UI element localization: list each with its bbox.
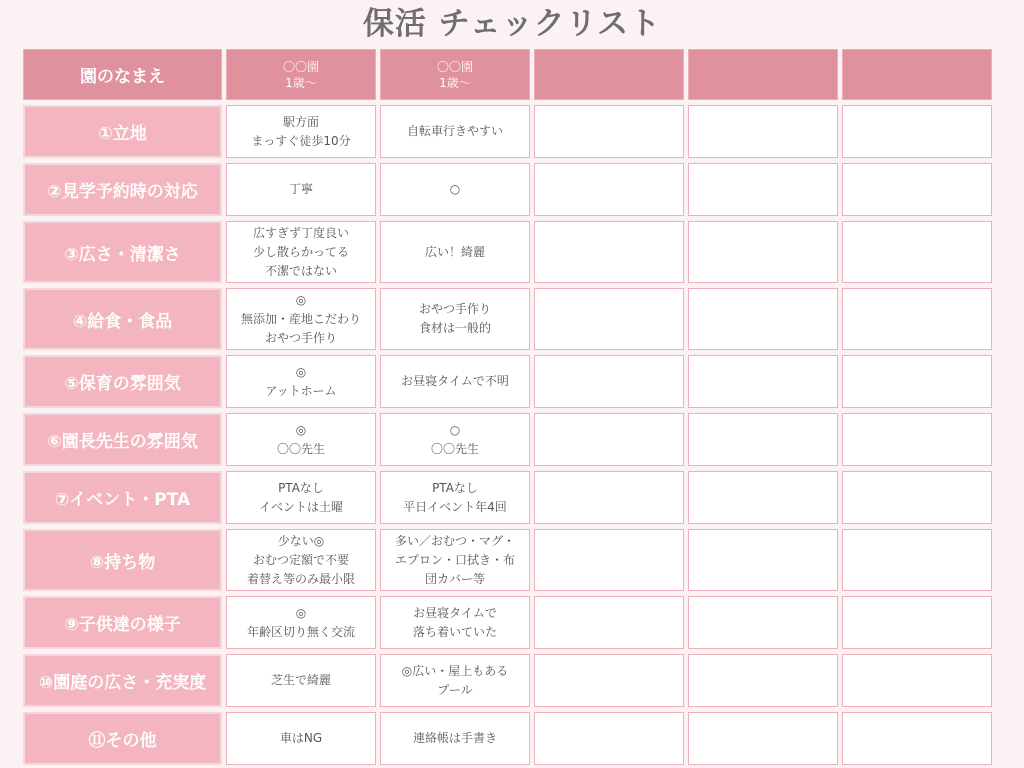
header-column-5 bbox=[842, 49, 992, 100]
row-label-6: ⑥園長先生の雰囲気 bbox=[23, 413, 222, 466]
row-label-8: ⑧持ち物 bbox=[23, 529, 222, 591]
row-label-5: ⑤保育の雰囲気 bbox=[23, 355, 222, 408]
header-column-3 bbox=[534, 49, 684, 100]
table-cell-r6-c5 bbox=[842, 413, 992, 466]
table-cell-r1-c5 bbox=[842, 105, 992, 158]
table-cell-r9-c3 bbox=[534, 596, 684, 649]
table-cell-r10-c3 bbox=[534, 654, 684, 707]
header-column-1 bbox=[226, 49, 376, 100]
row-label-4: ④給食・食品 bbox=[23, 288, 222, 350]
table-cell-r9-c1: ◎ 年齢区切り無く交流 bbox=[226, 596, 376, 649]
table-cell-r8-c5 bbox=[842, 529, 992, 591]
table-cell-r7-c1: PTAなし イベントは土曜 bbox=[226, 471, 376, 524]
row-label-9: ⑨子供達の様子 bbox=[23, 596, 222, 649]
page-title: 保活 チェックリスト bbox=[362, 6, 662, 42]
table-cell-r7-c4 bbox=[688, 471, 838, 524]
table-cell-r4-c3 bbox=[534, 288, 684, 350]
table-cell-r3-c4 bbox=[688, 221, 838, 283]
row-label-2: ②見学予約時の対応 bbox=[23, 163, 222, 216]
table-cell-r5-c2: お昼寝タイムで不明 bbox=[380, 355, 530, 408]
table-cell-r11-c4 bbox=[688, 712, 838, 765]
header-column-sub: 1歳〜 bbox=[285, 75, 317, 90]
table-cell-r11-c5 bbox=[842, 712, 992, 765]
table-cell-r2-c1: 丁寧 bbox=[226, 163, 376, 216]
table-cell-r7-c3 bbox=[534, 471, 684, 524]
table-cell-r8-c2: 多い／おむつ・マグ・ エプロン・口拭き・布 団カバー等 bbox=[380, 529, 530, 591]
table-cell-r1-c2: 自転車行きやすい bbox=[380, 105, 530, 158]
table-cell-r1-c3 bbox=[534, 105, 684, 158]
table-cell-r9-c4 bbox=[688, 596, 838, 649]
table-cell-r5-c3 bbox=[534, 355, 684, 408]
table-cell-r2-c5 bbox=[842, 163, 992, 216]
table-cell-r4-c1: ◎ 無添加・産地こだわり おやつ手作り bbox=[226, 288, 376, 350]
table-cell-r6-c4 bbox=[688, 413, 838, 466]
row-label-3: ③広さ・清潔さ bbox=[23, 221, 222, 283]
table-cell-r3-c3 bbox=[534, 221, 684, 283]
table-cell-r7-c2: PTAなし 平日イベント年4回 bbox=[380, 471, 530, 524]
table-cell-r3-c2: 広い！綺麗 bbox=[380, 221, 530, 283]
checklist-table bbox=[23, 49, 993, 765]
table-cell-r8-c4 bbox=[688, 529, 838, 591]
header-corner-label: 園のなまえ bbox=[23, 49, 222, 100]
table-cell-r6-c1: ◎ 〇〇先生 bbox=[226, 413, 376, 466]
table-cell-r8-c1: 少ない◎ おむつ定額で不要 着替え等のみ最小限 bbox=[226, 529, 376, 591]
table-cell-r4-c4 bbox=[688, 288, 838, 350]
table-cell-r5-c1: ◎ アットホーム bbox=[226, 355, 376, 408]
table-cell-r3-c5 bbox=[842, 221, 992, 283]
table-cell-r3-c1: 広すぎず丁度良い 少し散らかってる 不潔ではない bbox=[226, 221, 376, 283]
table-cell-r2-c2: ○ bbox=[380, 163, 530, 216]
table-cell-r2-c4 bbox=[688, 163, 838, 216]
header-column-name: 〇〇園 bbox=[436, 59, 473, 74]
table-cell-r10-c2: ◎広い・屋上もある プール bbox=[380, 654, 530, 707]
row-label-10: ⑩園庭の広さ・充実度 bbox=[23, 654, 222, 707]
header-column-4 bbox=[688, 49, 838, 100]
table-cell-r7-c5 bbox=[842, 471, 992, 524]
table-cell-r11-c3 bbox=[534, 712, 684, 765]
table-cell-r1-c4 bbox=[688, 105, 838, 158]
table-cell-r10-c5 bbox=[842, 654, 992, 707]
header-column-sub: 1歳〜 bbox=[439, 75, 471, 90]
table-cell-r9-c2: お昼寝タイムで 落ち着いていた bbox=[380, 596, 530, 649]
row-label-1: ①立地 bbox=[23, 105, 222, 158]
table-cell-r5-c5 bbox=[842, 355, 992, 408]
table-cell-r6-c3 bbox=[534, 413, 684, 466]
table-cell-r4-c5 bbox=[842, 288, 992, 350]
table-cell-r4-c2: おやつ手作り 食材は一般的 bbox=[380, 288, 530, 350]
table-cell-r2-c3 bbox=[534, 163, 684, 216]
table-cell-r11-c2: 連絡帳は手書き bbox=[380, 712, 530, 765]
table-cell-r11-c1: 車はNG bbox=[226, 712, 376, 765]
row-label-11: ⑪その他 bbox=[23, 712, 222, 765]
table-cell-r6-c2: ○ 〇〇先生 bbox=[380, 413, 530, 466]
table-cell-r10-c4 bbox=[688, 654, 838, 707]
header-column-2 bbox=[380, 49, 530, 100]
row-label-7: ⑦イベント・PTA bbox=[23, 471, 222, 524]
table-cell-r8-c3 bbox=[534, 529, 684, 591]
table-cell-r1-c1: 駅方面 まっすぐ徒歩10分 bbox=[226, 105, 376, 158]
table-cell-r9-c5 bbox=[842, 596, 992, 649]
table-cell-r10-c1: 芝生で綺麗 bbox=[226, 654, 376, 707]
header-column-name: 〇〇園 bbox=[282, 59, 319, 74]
table-cell-r5-c4 bbox=[688, 355, 838, 408]
